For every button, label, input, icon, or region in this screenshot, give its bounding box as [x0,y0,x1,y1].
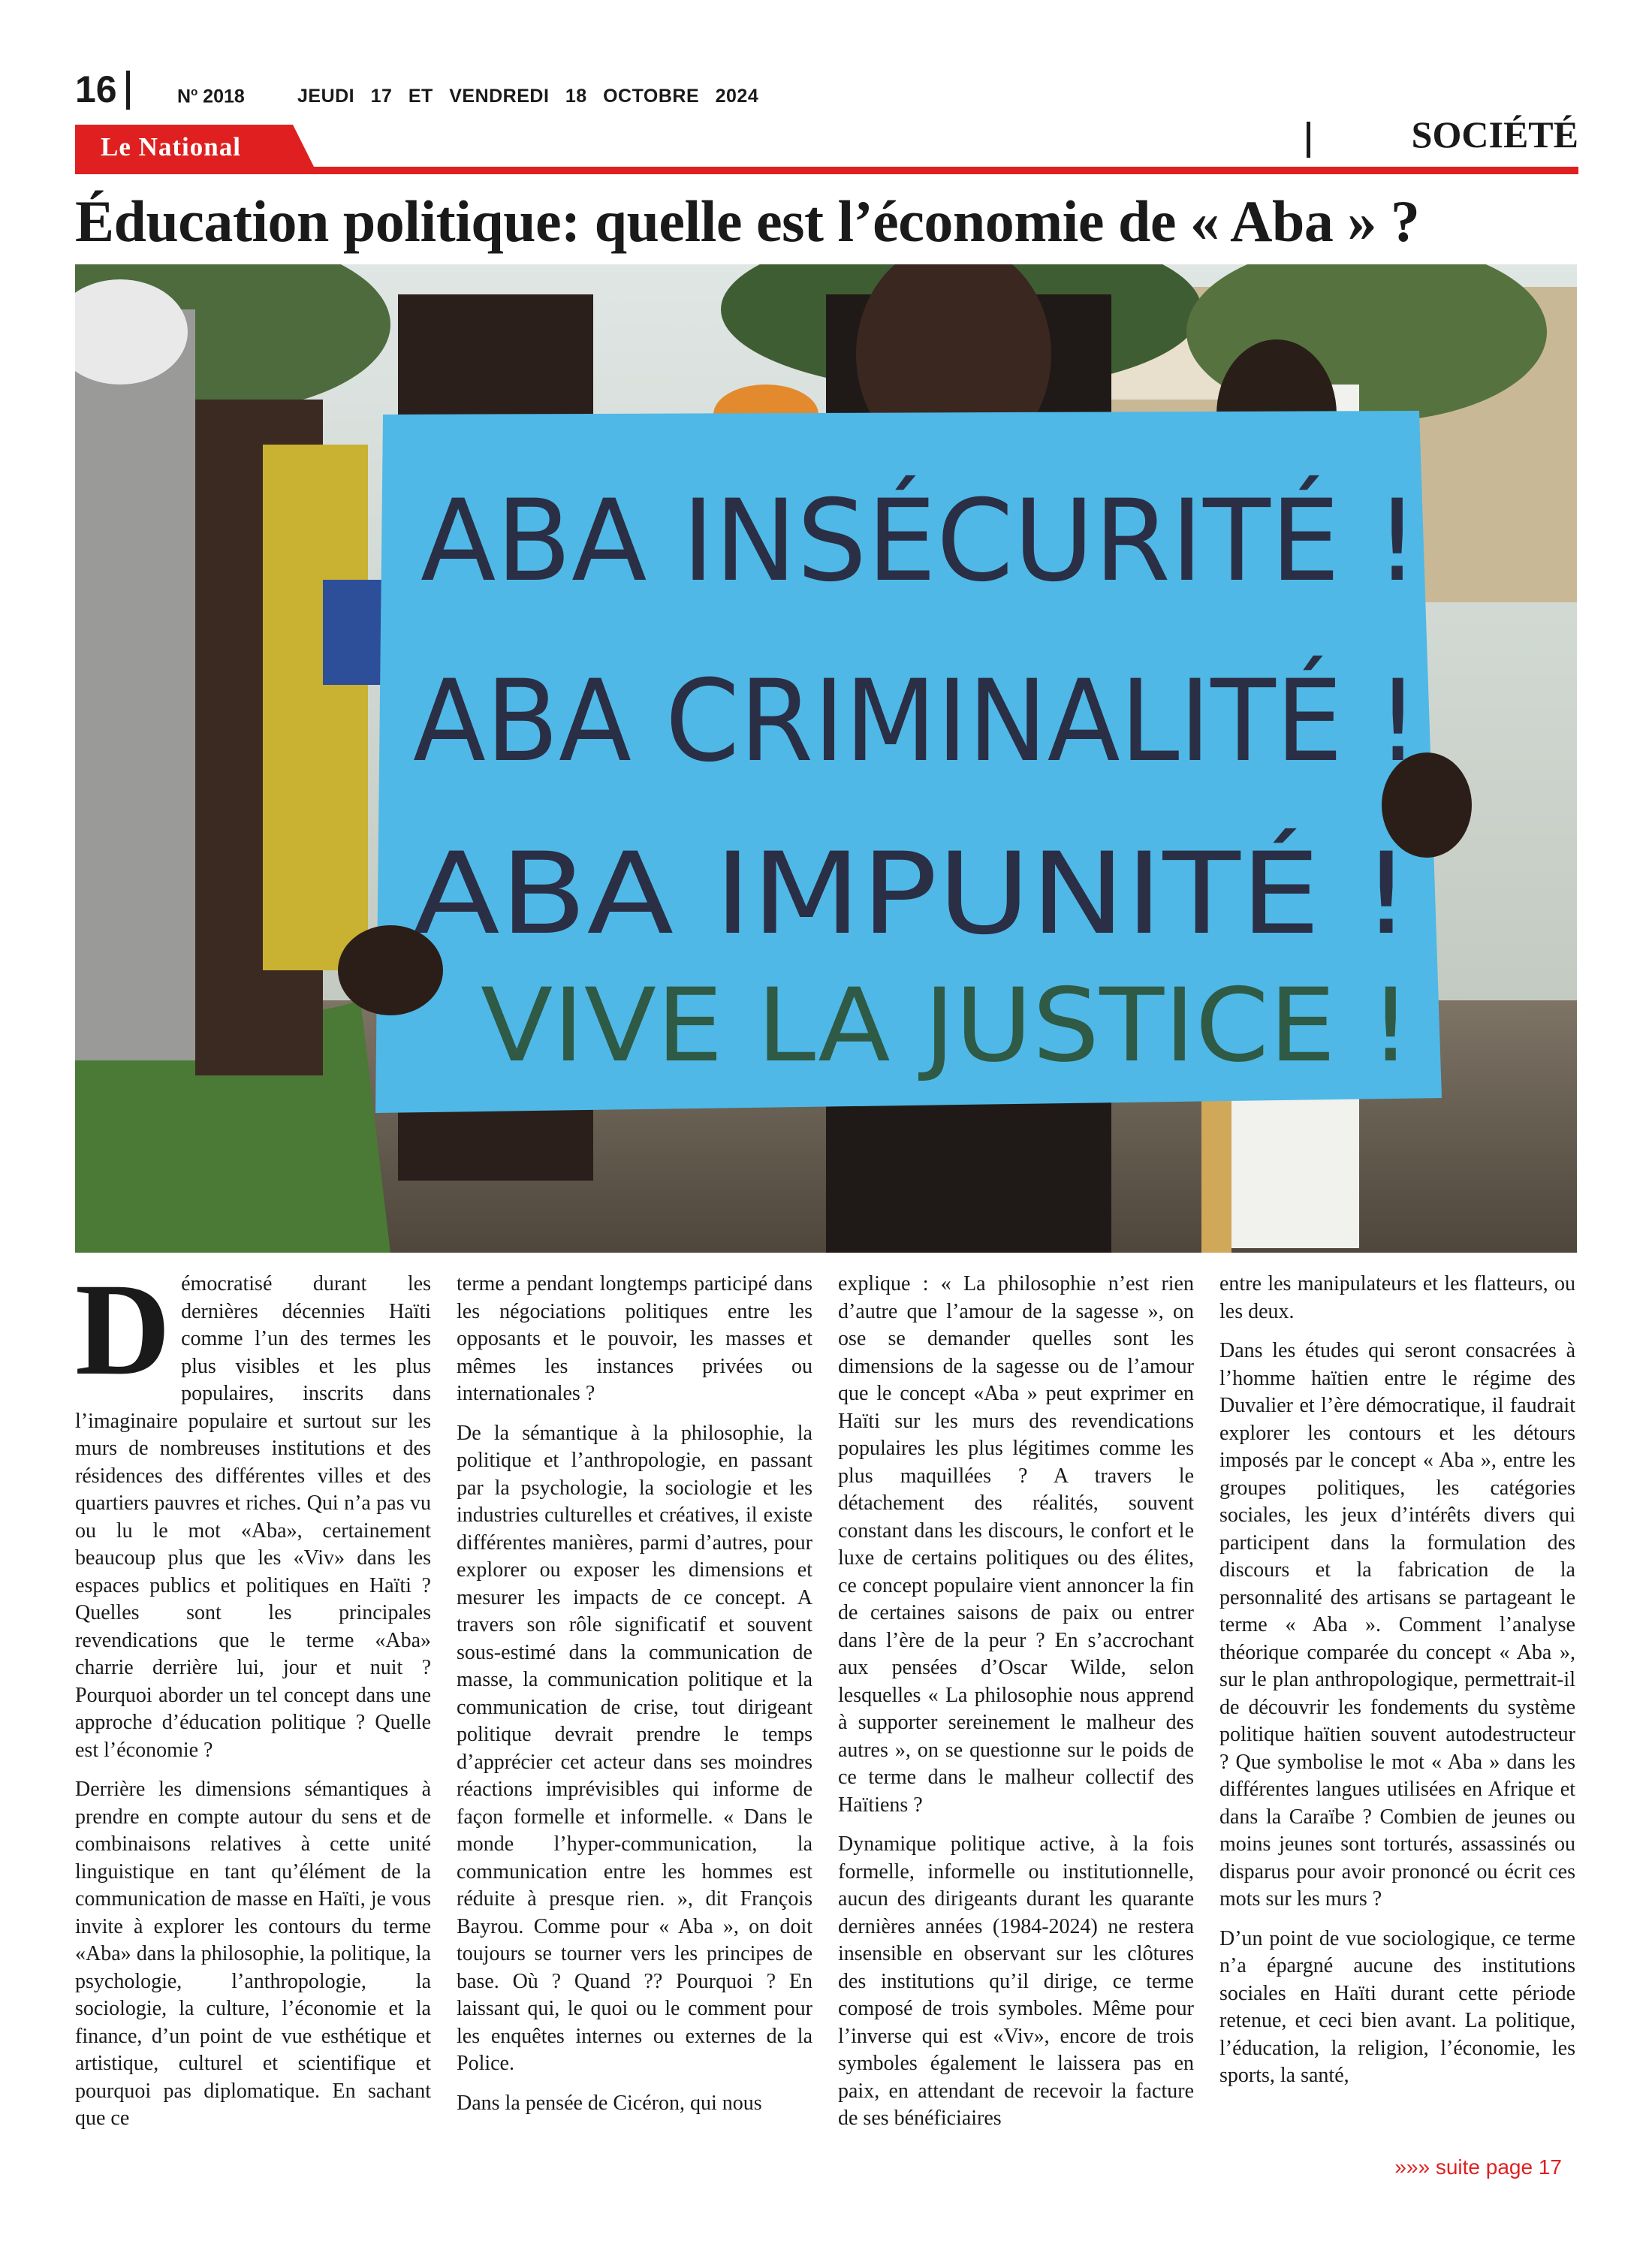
sign-line-1: ABA INSÉCURITÉ ! [421,476,1442,607]
article-paragraph: De la sémantique à la philosophie, la politique et l’anthropologie, en passant par la psychologie, la sociologie et les industries culturelles et créatives, il existe différentes manières, parmi d’autres, pour explorer ou exposer les dimensions et mesurer les impacts de ce concept. A travers son rôle significatif et souvent sous-estimé dans la communication de masse, la communication politique et la communication de crise, tout dirigeant politique devrait prendre le temps d’apprécier cet acteur dans ses moindres réactions imprévisibles qui informe de façon formelle et informelle. « Dans le monde l’hyper-communication, la communication entre les hommes est réduite à presque rien. », dit François Bayrou. Comme pour « Aba », on doit toujours se tourner vers les principes de base. Où ? Quand ?? Pourquoi ? En laissant qui, le quoi ou le comment pour les enquêtes internes ou externes de la Police. [457,1421,812,2075]
protest-photo-illustration [75,264,1577,1253]
article-photo [75,264,1577,1253]
article-paragraph: Derrière les dimensions sémantiques à prendre en compte autour du sens et de combinaisons relatives à cette unité linguistique en tant qu’élément de la communication de masse en Haïti, je vous invite à explorer les contours du terme «Aba» dans la philosophie, la politique, la psychologie, l’anthropologie, la sociologie, la culture, l’économie et la finance, d’un point de vue esthétique et artistique, culturel et scientifique et pourquoi pas diplomatique. En sachant que ce [75,1778,431,2130]
article-paragraph: Dans les études qui seront consacrées à l’homme haïtien entre le régime des Duvalier et l’ère démocratique, il faudrait explorer les contours et les détours imposés par le concept « Aba », entre les groupes politiques, les catégories sociales, les jeux d’intérêts divers qui participent dans la formulation des discours et la fabrication de la personnalité des artisans se partageant le terme « Aba ». Comment l’analyse théorique comparée du concept « Aba », sur le plan anthropologique, permettrait-il de découvrir les fondements du système politique haïtien souvent autodestructeur ? Que symbolise le mot « Aba » dans les différentes langues utilisées en Afrique et dans la Caraïbe ? Combien de jeunes ou moins jeunes sont torturés, assassinés ou disparus pour avoir prononcé ou écrit ces mots sur les murs ? [1219,1339,1575,1911]
header-rule [75,167,1578,174]
section-label: SOCIÉTÉ [1411,113,1578,155]
article-title: Éducation politique: quelle est l’économie de « Aba » ? [75,189,1420,254]
article-paragraph: entre les manipulateurs et les flatteurs, ou les deux. [1219,1272,1575,1323]
issue-date: JEUDI 17 ET VENDREDI 18 OCTOBRE 2024 [297,86,759,107]
article-column-2 [457,1271,812,2129]
article-paragraph: Dans la pensée de Cicéron, qui nous [457,2091,762,2115]
issue-value: 2018 [197,86,245,107]
issue-number [177,86,245,107]
sign-line-3: ABA IMPUNITÉ ! [413,829,1300,960]
drop-cap: D [75,1256,171,1403]
article-column-3 [838,1271,1194,2145]
sign-line-2: ABA CRIMINALITÉ ! [413,656,1479,787]
sign-line-4: VIVE LA JUSTICE ! [481,967,1412,1084]
article-column-1 [75,1256,431,2145]
brand-name: Le National [101,132,241,161]
article-column-4 [1219,1271,1575,2102]
paragraph-text: émocratisé durant les dernières décennies Haïti comme l’un des termes les plus visibles et les plus populaires, inscrits dans l’imaginaire populaire et surtout sur les murs de nombreuses institutions et des résidences des différentes villes et des quartiers pauvres et riches. Qui n’a pas vu ou lu le mot «Aba», certainement beaucoup plus que les «Viv» dans les espaces publics et politiques en Haïti ? Quelles sont les principales revendications que le terme «Aba» charrie derrière lui, jour et nuit ? Pourquoi aborder un tel concept dans une approche d’éducation politique ? Quelle est l’économie ? [75,1272,431,1762]
page-number-divider [126,71,130,110]
article-paragraph: D’un point de vue sociologique, ce terme n’a épargné aucune des institutions sociales en Haïti durant cette période retenue, et ceci bien avant. La politique, l’éducation, la religion, l’économie, les sports, la santé, [1219,1926,1575,2087]
issue-sup: o [191,86,198,98]
article-paragraph: Dynamique politique active, à la fois formelle, informelle ou institutionnelle, aucun des dirigeants durant les quarante dernières années (1984-2024) ne restera insensible en observant sur les clôtures des institutions qu’il dirige, ce terme composé de trois symboles. Même pour l’inverse qui est «Viv», encore de trois symboles également le laissera pas en paix, en attendant de recevoir la facture de ses bénéficiaires [838,1832,1194,2130]
issue-prefix: N [177,86,191,107]
article-paragraph [75,1256,431,1764]
continued-link[interactable]: »»» suite page 17 [1394,2155,1562,2179]
page-number: 16 [75,68,117,110]
article-paragraph: explique : « La philosophie n’est rien d’autre que l’amour de la sagesse », on ose se demander quelles sont les dimensions de la sagesse ou de l’amour que le concept «Aba » peut exprimer en Haïti sur les murs des revendications populaires les plus légitimes comme les plus maquillées ? A travers le détachement des réalités, souvent constant dans les discours, le confort et le luxe de certains politiques ou des élites, ce concept populaire vient annoncer la fin de certaines saisons de paix ou entrer dans l’ère de la peur ? En s’accrochant aux pensées d’Oscar Wilde, selon lesquelles « La philosophie nous apprend à supporter sereinement le malheur des autres », on se questionne sur le poids de ce terme dans le malheur collectif des Haïtiens ? [838,1272,1194,1817]
section-divider [1307,122,1310,158]
article-paragraph: terme a pendant longtemps participé dans les négociations politiques entre les opposants et le pouvoir, les masses et mêmes les instances privées ou internationales ? [457,1272,812,1405]
